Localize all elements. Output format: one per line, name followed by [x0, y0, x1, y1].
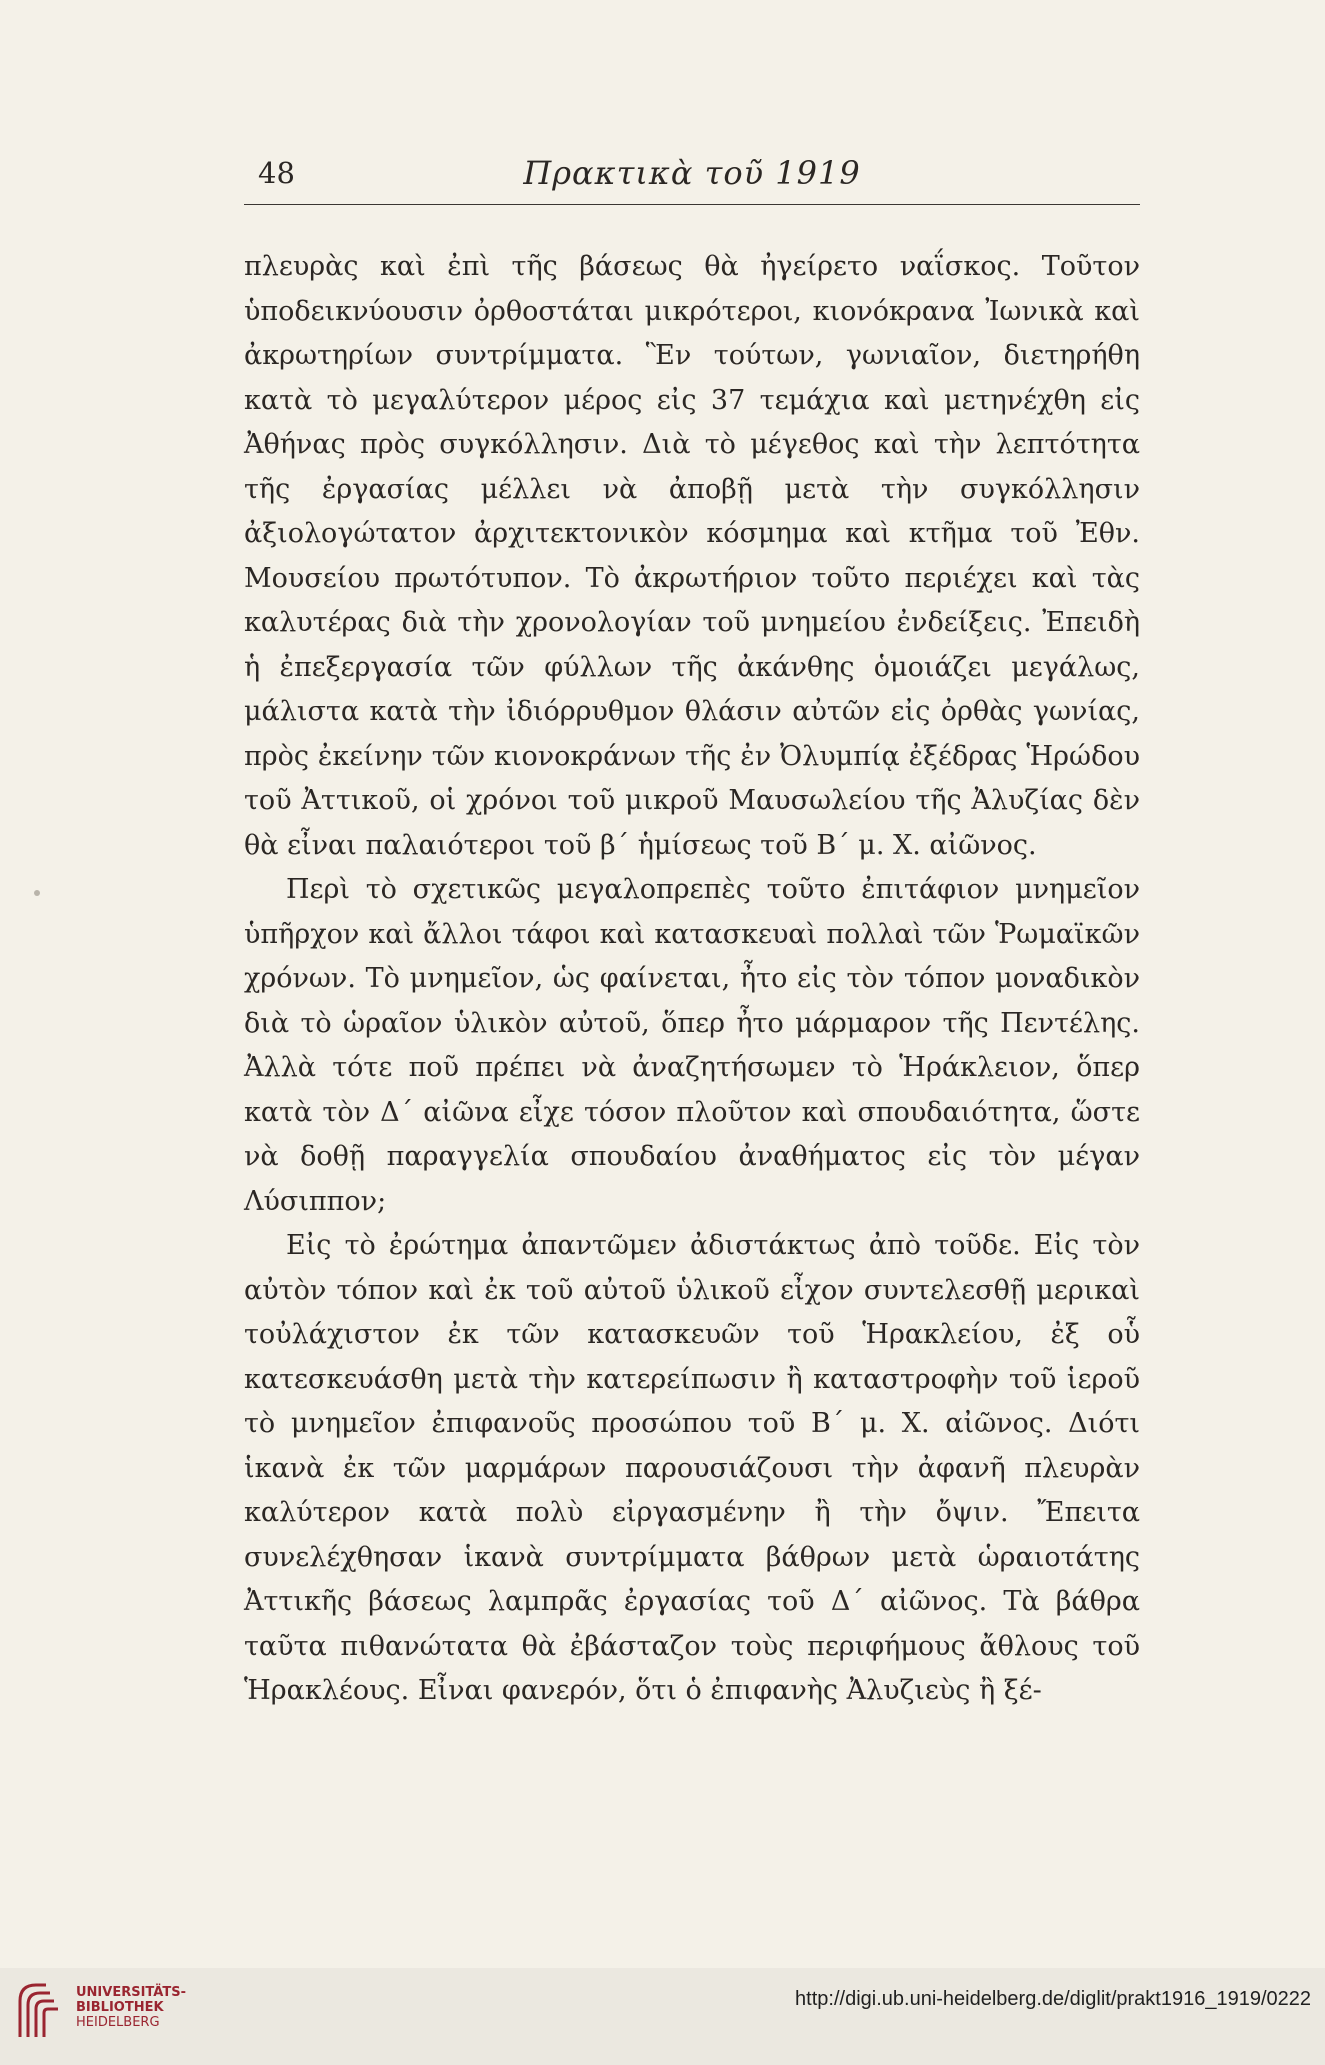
library-name-line-2: BIBLIOTHEK — [76, 2000, 164, 2015]
paragraph-2: Περὶ τὸ σχετικῶς μεγαλοπρεπὲς τοῦτο ἐπιτάφιον μνημεῖον ὑπῆρχον καὶ ἄλλοι τάφοι καὶ κατασκευαὶ πολλαὶ τῶν Ῥωμαϊκῶν χρόνων. Τὸ μνημεῖον, ὡς φαίνεται, ἦτο εἰς τὸν τόπον μοναδικὸν διὰ τὸ ὡραῖον ὑλικὸν αὐτοῦ, ὅπερ ἦτο μάρμαρον τῆς Πεντέλης. Ἀλλὰ τότε ποῦ πρέπει νὰ ἀναζητήσωμεν τὸ Ἡράκλειον, ὅπερ κατὰ τὸν Δ΄ αἰῶνα εἶχε τόσον πλοῦτον καὶ σπουδαιότητα, ὥστε νὰ δοθῇ παραγγελία σπουδαίου ἀναθήματος εἰς τὸν μέγαν Λύσιππον; — [244, 874, 1140, 1217]
page-number: 48 — [258, 156, 295, 190]
library-name-line-3: HEIDELBERG — [76, 2015, 160, 2030]
source-url-link[interactable]: http://digi.ub.uni-heidelberg.de/diglit/prakt1916_1919/0222 — [795, 1988, 1311, 2010]
library-name — [76, 1985, 186, 2030]
running-title: Πρακτικὰ τοῦ 1919 — [523, 154, 861, 192]
library-logo[interactable] — [14, 1975, 414, 2055]
library-logo-icon — [16, 1979, 66, 2041]
paragraph-1: πλευρὰς καὶ ἐπὶ τῆς βάσεως θὰ ἠγείρετο ναΐσκος. Τοῦτον ὑποδεικνύουσιν ὀρθοστάται μικρότεροι, κιονόκρανα Ἰωνικὰ καὶ ἀκρωτηρίων συντρίμματα. Ἓν τούτων, γωνιαῖον, διετηρήθη κατὰ τὸ μεγαλύτερον μέρος εἰς 37 τεμάχια καὶ μετηνέχθη εἰς Ἀθήνας πρὸς συγκόλλησιν. Διὰ τὸ μέγεθος καὶ τὴν λεπτότητα τῆς ἐργασίας μέλλει νὰ ἀποβῇ μετὰ τὴν συγκόλλησιν ἀξιολογώτατον ἀρχιτεκτονικὸν κόσμημα καὶ κτῆμα τοῦ Ἐθν. Μουσείου πρωτότυπον. Τὸ ἀκρωτήριον τοῦτο περιέχει καὶ τὰς καλυτέρας διὰ τὴν χρονολογίαν τοῦ μνημείου ἐνδείξεις. Ἐπειδὴ ἡ ἐπεξεργασία τῶν φύλλων τῆς ἀκάνθης ὁμοιάζει μεγάλως, μάλιστα κατὰ τὴν ἰδιόρρυθμον θλάσιν αὐτῶν εἰς ὀρθὰς γωνίας, πρὸς ἐκείνην τῶν κιονοκράνων τῆς ἐν Ὀλυμπίᾳ ἐξέδρας Ἡρώδου τοῦ Ἀττικοῦ, οἱ χρόνοι τοῦ μικροῦ Μαυσωλείου τῆς Ἀλυζίας δὲν θὰ εἶναι παλαιότεροι τοῦ β΄ ἡμίσεως τοῦ Β΄ μ. Χ. αἰῶνος. — [244, 251, 1140, 861]
library-name-line-1: UNIVERSITÄTS- — [76, 1985, 186, 2000]
scan-speck — [34, 890, 40, 896]
paragraph-3: Εἰς τὸ ἐρώτημα ἀπαντῶμεν ἀδιστάκτως ἀπὸ τοῦδε. Εἰς τὸν αὐτὸν τόπον καὶ ἐκ τοῦ αὐτοῦ ὑλικοῦ εἶχον συντελεσθῇ μερικαὶ τοὐλάχιστον ἐκ τῶν κατασκευῶν τοῦ Ἡρακλείου, ἐξ οὗ κατεσκευάσθη μετὰ τὴν κατερείπωσιν ἢ καταστροφὴν τοῦ ἱεροῦ τὸ μνημεῖον ἐπιφανοῦς προσώπου τοῦ Β΄ μ. Χ. αἰῶνος. Διότι ἱκανὰ ἐκ τῶν μαρμάρων παρουσιάζουσι τὴν ἀφανῆ πλευρὰν καλύτερον κατὰ πολὺ εἰργασμένην ἢ τὴν ὄψιν. Ἔπειτα συνελέχθησαν ἱκανὰ συντρίμματα βάθρων μετὰ ὡραιοτάτης Ἀττικῆς βάσεως λαμπρᾶς ἐργασίας τοῦ Δ΄ αἰῶνος. Τὰ βάθρα ταῦτα πιθανώτατα θὰ ἐβάσταζον τοὺς περιφήμους ἄθλους τοῦ Ἡρακλέους. Εἶναι φανερόν, ὅτι ὁ ἐπιφανὴς Ἀλυζιεὺς ἢ ξέ- — [244, 1230, 1140, 1706]
body-text — [244, 245, 1140, 1714]
page-header — [244, 152, 1140, 205]
